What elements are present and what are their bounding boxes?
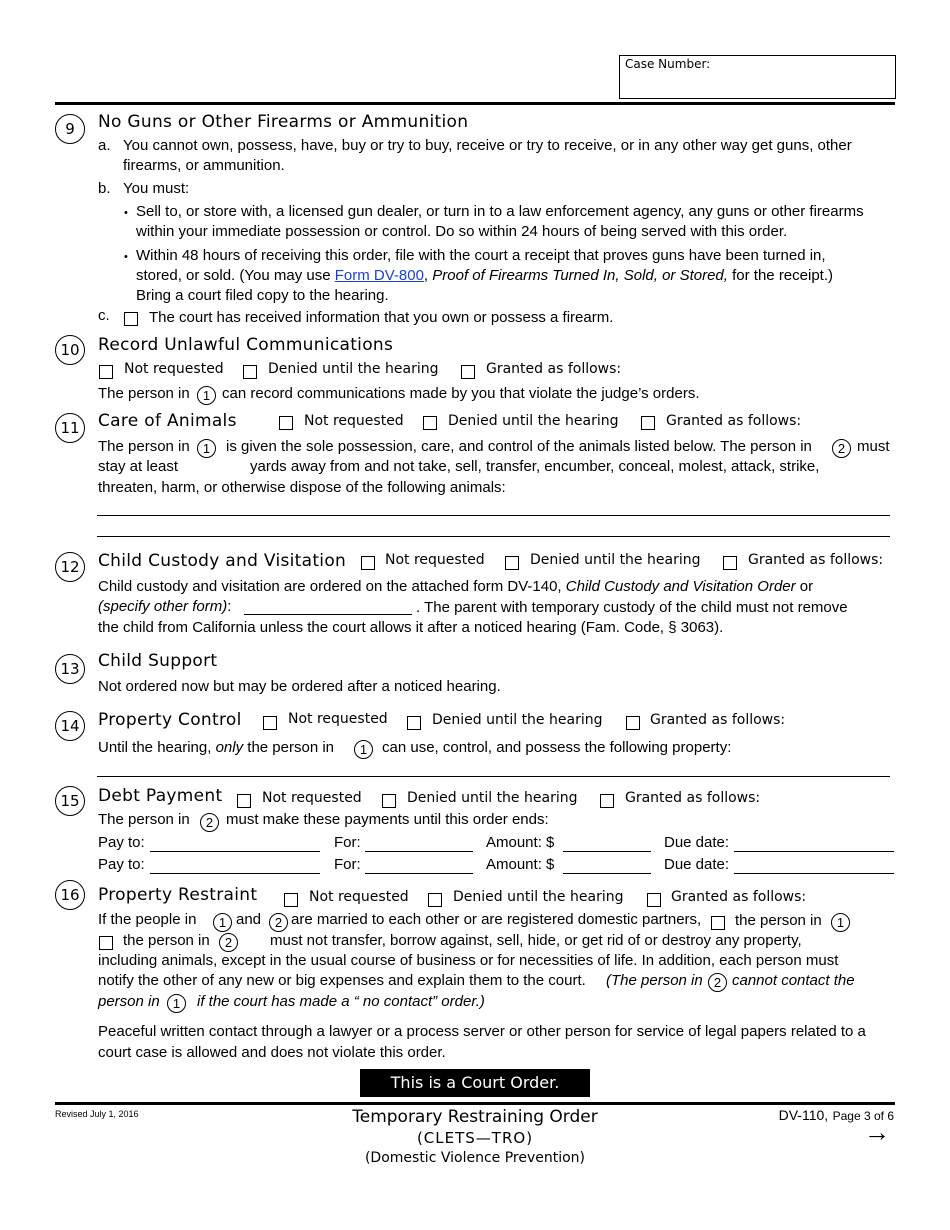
granted-label: Granted as follows: [666, 413, 802, 429]
s10-text-a: The person in [98, 385, 190, 402]
amount-field[interactable] [563, 873, 651, 874]
s11-line2-a: stay at least [98, 458, 179, 475]
bullet-icon: • [124, 251, 128, 263]
for-label: For: [334, 856, 361, 873]
s12-line3: the child from California unless the court allows it after a noticed hearing (Fam. Code, § 3063). [98, 619, 724, 636]
due-date-label: Due date: [664, 834, 730, 851]
granted-label: Granted as follows: [650, 712, 786, 728]
party-2-marker: 2 [219, 933, 238, 952]
item-number-11: 11 [55, 413, 85, 443]
denied-checkbox[interactable] [505, 556, 519, 570]
item-number-13: 13 [55, 654, 85, 684]
pay-to-label: Pay to: [98, 834, 145, 851]
not-requested-checkbox[interactable] [279, 416, 293, 430]
item-number-15: 15 [55, 786, 85, 816]
for-field[interactable] [365, 873, 473, 874]
s12-line1 [98, 577, 813, 597]
for-field[interactable] [365, 851, 473, 852]
s11-line3: threaten, harm, or otherwise dispose of the following animals: [98, 479, 506, 496]
denied-label: Denied until the hearing [448, 413, 619, 429]
form-subtitle-dvp: (Domestic Violence Prevention) [364, 1150, 586, 1166]
section-10-title: Record Unlawful Communications [98, 335, 394, 355]
revised-date: Revised July 1, 2016 [55, 1109, 139, 1119]
s9-a-label: a. [98, 137, 111, 154]
form-subtitle-clets: (CLETS—TRO) [416, 1129, 534, 1147]
page-number: Page 3 of 6 [832, 1109, 894, 1123]
party-1-marker: 1 [354, 740, 373, 759]
denied-checkbox[interactable] [428, 893, 442, 907]
s11-line1-a: The person in [98, 438, 190, 455]
denied-label: Denied until the hearing [453, 889, 624, 905]
court-order-banner-text: This is a Court Order. [390, 1073, 560, 1092]
party-1-marker: 1 [197, 439, 216, 458]
form-title: Temporary Restraining Order [352, 1107, 598, 1127]
party-1-marker: 1 [831, 913, 850, 932]
form-dv-800-link[interactable]: Form DV-800 [334, 267, 424, 284]
item-number-14: 14 [55, 711, 85, 741]
s16-line4-b: (The person in [606, 972, 703, 989]
s12-line2-a [98, 597, 231, 617]
bullet-icon: • [124, 207, 128, 219]
section-13-title: Child Support [98, 651, 218, 671]
denied-checkbox[interactable] [382, 794, 396, 808]
not-requested-checkbox[interactable] [284, 893, 298, 907]
s12-form-title: Child Custody and Visitation Order [565, 578, 796, 595]
for-label: For: [334, 834, 361, 851]
granted-checkbox[interactable] [626, 716, 640, 730]
other-form-field[interactable] [244, 614, 412, 615]
granted-checkbox[interactable] [461, 365, 475, 379]
granted-checkbox[interactable] [600, 794, 614, 808]
section-14-title: Property Control [98, 710, 242, 730]
s9-b1-line1: Sell to, or store with, a licensed gun dealer, or turn in to a law enforcement agency, any guns or other firearms [136, 203, 864, 220]
s9-c-label: c. [98, 307, 110, 324]
case-number-box[interactable] [619, 55, 896, 99]
granted-checkbox[interactable] [647, 893, 661, 907]
s16-person-1-checkbox[interactable] [711, 916, 725, 930]
item-number-9: 9 [55, 114, 85, 144]
not-requested-checkbox[interactable] [237, 794, 251, 808]
not-requested-checkbox[interactable] [99, 365, 113, 379]
party-2-marker: 2 [200, 813, 219, 832]
s12-line1-a: Child custody and visitation are ordered on the attached form DV-140, [98, 578, 566, 595]
s9-c-text: The court has received information that you own or possess a firearm. [149, 309, 614, 326]
amount-label: Amount: $ [486, 834, 555, 851]
granted-label: Granted as follows: [748, 552, 884, 568]
s12-colon: : [227, 598, 232, 615]
animals-line-1[interactable] [97, 515, 890, 516]
s15-line1-b: must make these payments until this order ends: [226, 811, 549, 828]
case-number-label: Case Number: [625, 57, 711, 71]
s12-line2-c: . The parent with temporary custody of the child must not remove [416, 599, 848, 616]
party-2-marker: 2 [832, 439, 851, 458]
party-2-marker: 2 [269, 913, 288, 932]
section-9-title: No Guns or Other Firearms or Ammunition [98, 112, 469, 132]
section-16-title: Property Restraint [98, 885, 258, 905]
item-number-12: 12 [55, 552, 85, 582]
section-11-title: Care of Animals [98, 411, 237, 431]
s9-b2-text-b: , [423, 267, 433, 284]
denied-label: Denied until the hearing [268, 361, 439, 377]
s16-peaceful-line2: court case is allowed and does not violate this order. [98, 1044, 446, 1061]
pay-to-field[interactable] [150, 873, 320, 874]
amount-label: Amount: $ [486, 856, 555, 873]
amount-field[interactable] [563, 851, 651, 852]
granted-label: Granted as follows: [625, 790, 761, 806]
s16-line1-a: If the people in [98, 911, 197, 928]
s9-a-line1: You cannot own, possess, have, buy or try to buy, receive or try to receive, or in any other way get guns, other [123, 137, 852, 154]
not-requested-checkbox[interactable] [263, 716, 277, 730]
property-line[interactable] [97, 776, 890, 777]
s9-a-line2: firearms, or ammunition. [123, 157, 285, 174]
court-order-banner [360, 1069, 590, 1097]
pay-to-label: Pay to: [98, 856, 145, 873]
not-requested-checkbox[interactable] [361, 556, 375, 570]
s9-c-checkbox[interactable] [124, 312, 138, 326]
s9-b2-line3: Bring a court filed copy to the hearing. [136, 287, 389, 304]
s9-b2-text-a: stored, or sold. (You may use [136, 267, 335, 284]
s12-specify-label: (specify other form) [98, 598, 228, 615]
s16-line1-d: the person in [735, 912, 822, 929]
not-requested-label: Not requested [309, 889, 409, 905]
denied-label: Denied until the hearing [432, 712, 603, 728]
denied-checkbox[interactable] [423, 416, 437, 430]
denied-checkbox[interactable] [243, 365, 257, 379]
s16-line2-a: the person in [123, 932, 210, 949]
section-15-title: Debt Payment [98, 786, 223, 806]
not-requested-label: Not requested [288, 711, 388, 727]
s10-text-b: can record communications made by you that violate the judge’s orders. [222, 385, 700, 402]
party-1-marker: 1 [197, 386, 216, 405]
s9-b2-line2 [136, 266, 833, 286]
party-1-marker: 1 [167, 994, 186, 1013]
s16-line5-a: person in [98, 993, 160, 1010]
s11-line2-b: yards away from and not take, sell, transfer, encumber, conceal, molest, attack, strike, [250, 458, 820, 475]
granted-checkbox[interactable] [641, 416, 655, 430]
s14-text-c: the person in [243, 739, 335, 756]
s9-b2-text-d: for the receipt.) [727, 267, 833, 284]
granted-label: Granted as follows: [671, 889, 807, 905]
next-page-arrow-icon[interactable]: → [864, 1117, 890, 1147]
s12-line1-c: or [795, 578, 814, 595]
not-requested-label: Not requested [304, 413, 404, 429]
item-number-16: 16 [55, 880, 85, 910]
s9-b2-form-title: Proof of Firearms Turned In, Sold, or Stored, [432, 267, 728, 284]
s14-text-a: Until the hearing, [98, 739, 216, 756]
denied-checkbox[interactable] [407, 716, 421, 730]
s16-line2-b: must not transfer, borrow against, sell, hide, or get rid of or destroy any property, [270, 932, 802, 949]
s9-b1-line2: within your immediate possession or control. Do so within 24 hours of being served with this order. [136, 223, 788, 240]
yards-distance-field[interactable] [184, 458, 246, 476]
due-date-label: Due date: [664, 856, 730, 873]
pay-to-field[interactable] [150, 851, 320, 852]
footer-rule [55, 1102, 895, 1105]
s11-line1-c: must [857, 438, 890, 455]
party-2-marker: 2 [708, 973, 727, 992]
s14-text [98, 738, 334, 758]
s9-b-label: b. [98, 180, 111, 197]
s16-peaceful-line1: Peaceful written contact through a lawyer or a process server or other person for service of legal papers related to a [98, 1023, 866, 1040]
s9-b2-line1: Within 48 hours of receiving this order, file with the court a receipt that proves guns have been turned in, [136, 247, 826, 264]
s16-line3: including animals, except in the usual course of business or for necessities of life. In addition, each person must [98, 952, 839, 969]
s14-text-d: can use, control, and possess the following property: [382, 739, 732, 756]
s11-line1-b: is given the sole possession, care, and control of the animals listed below. The person in [226, 438, 812, 455]
granted-label: Granted as follows: [486, 361, 622, 377]
due-date-field[interactable] [734, 851, 894, 852]
animals-line-2[interactable] [97, 536, 890, 537]
s13-text: Not ordered now but may be ordered after a noticed hearing. [98, 678, 501, 695]
s14-only: only [215, 739, 244, 756]
top-rule [55, 102, 895, 105]
s16-line4-a: notify the other of any new or big expenses and explain them to the court. [98, 972, 586, 989]
s16-line1-b: and [236, 911, 262, 928]
denied-label: Denied until the hearing [530, 552, 701, 568]
not-requested-label: Not requested [124, 361, 224, 377]
s9-b-text: You must: [123, 180, 190, 197]
not-requested-label: Not requested [262, 790, 362, 806]
denied-label: Denied until the hearing [407, 790, 578, 806]
form-number: DV-110, [778, 1107, 829, 1123]
s16-line4-c: cannot contact the [732, 972, 855, 989]
party-1-marker: 1 [213, 913, 232, 932]
section-12-title: Child Custody and Visitation [98, 551, 347, 571]
s15-line1-a: The person in [98, 811, 190, 828]
item-number-10: 10 [55, 335, 85, 365]
due-date-field[interactable] [734, 873, 894, 874]
granted-checkbox[interactable] [723, 556, 737, 570]
s16-person-2-checkbox[interactable] [99, 936, 113, 950]
s16-line1-c: are married to each other or are registered domestic partners, [291, 911, 702, 928]
s16-line5-b: if the court has made a “ no contact” order.) [197, 993, 485, 1010]
not-requested-label: Not requested [385, 552, 485, 568]
